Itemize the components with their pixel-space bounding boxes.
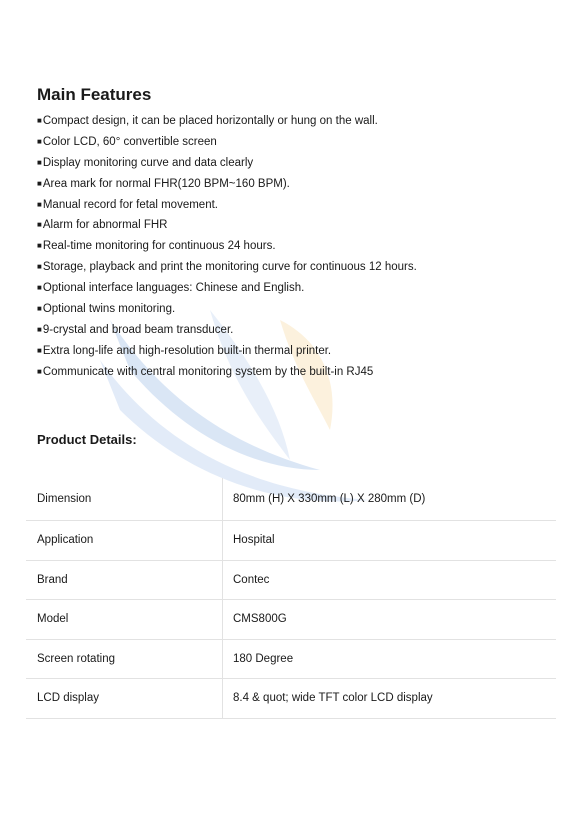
feature-text: Alarm for abnormal FHR — [42, 219, 168, 232]
square-bullet-icon: ■ — [37, 262, 42, 272]
detail-label: Screen rotating — [26, 639, 223, 679]
detail-value: 8.4 & quot; wide TFT color LCD display — [223, 679, 557, 719]
square-bullet-icon: ■ — [37, 241, 42, 251]
square-bullet-icon: ■ — [37, 324, 42, 334]
feature-item — [37, 215, 417, 236]
square-bullet-icon: ■ — [37, 283, 42, 293]
feature-text: Optional interface languages: Chinese and English. — [42, 282, 305, 295]
feature-item — [37, 174, 417, 195]
feature-item — [37, 111, 417, 132]
square-bullet-icon: ■ — [37, 157, 42, 167]
square-bullet-icon: ■ — [37, 366, 42, 376]
feature-text: Real-time monitoring for continuous 24 hours. — [42, 240, 276, 253]
product-details-table — [26, 478, 556, 719]
square-bullet-icon: ■ — [37, 345, 42, 355]
feature-text: Area mark for normal FHR(120 BPM~160 BPM). — [42, 177, 290, 190]
table-row — [26, 600, 556, 640]
feature-text: Extra long-life and high-resolution built-in thermal printer. — [42, 344, 332, 357]
detail-value: Hospital — [223, 521, 557, 561]
feature-item — [37, 341, 417, 362]
main-features-heading: Main Features — [37, 85, 152, 104]
feature-text: Color LCD, 60° convertible screen — [42, 135, 217, 148]
square-bullet-icon: ■ — [37, 220, 42, 230]
feature-item — [37, 299, 417, 320]
detail-label: Model — [26, 600, 223, 640]
table-row — [26, 521, 556, 561]
square-bullet-icon: ■ — [37, 116, 42, 125]
detail-label: Dimension — [26, 478, 223, 521]
detail-label: LCD display — [26, 679, 223, 719]
feature-item — [37, 195, 417, 216]
square-bullet-icon: ■ — [37, 136, 42, 146]
feature-text: Storage, playback and print the monitoring curve for continuous 12 hours. — [42, 261, 417, 274]
feature-item — [37, 320, 417, 341]
table-row — [26, 639, 556, 679]
square-bullet-icon: ■ — [37, 304, 42, 314]
table-row — [26, 560, 556, 600]
feature-item — [37, 278, 417, 299]
feature-text: Manual record for fetal movement. — [42, 198, 218, 211]
detail-value: CMS800G — [223, 600, 557, 640]
feature-item — [37, 257, 417, 278]
feature-text: Optional twins monitoring. — [42, 303, 176, 316]
table-row — [26, 478, 556, 521]
detail-value: 80mm (H) X 330mm (L) X 280mm (D) — [223, 478, 557, 521]
feature-text: Display monitoring curve and data clearly — [42, 156, 254, 169]
detail-label: Application — [26, 521, 223, 561]
square-bullet-icon: ■ — [37, 178, 42, 188]
feature-item — [37, 153, 417, 174]
feature-text: Compact design, it can be placed horizontally or hung on the wall. — [42, 115, 378, 127]
feature-item — [37, 236, 417, 257]
features-list — [37, 111, 417, 383]
feature-item — [37, 132, 417, 153]
square-bullet-icon: ■ — [37, 199, 42, 209]
feature-text: 9-crystal and broad beam transducer. — [42, 323, 234, 336]
feature-item — [37, 362, 417, 383]
detail-value: Contec — [223, 560, 557, 600]
detail-label: Brand — [26, 560, 223, 600]
feature-text: Communicate with central monitoring system by the built-in RJ45 — [42, 365, 374, 378]
detail-value: 180 Degree — [223, 639, 557, 679]
product-details-heading: Product Details: — [37, 432, 137, 447]
table-row — [26, 679, 556, 719]
